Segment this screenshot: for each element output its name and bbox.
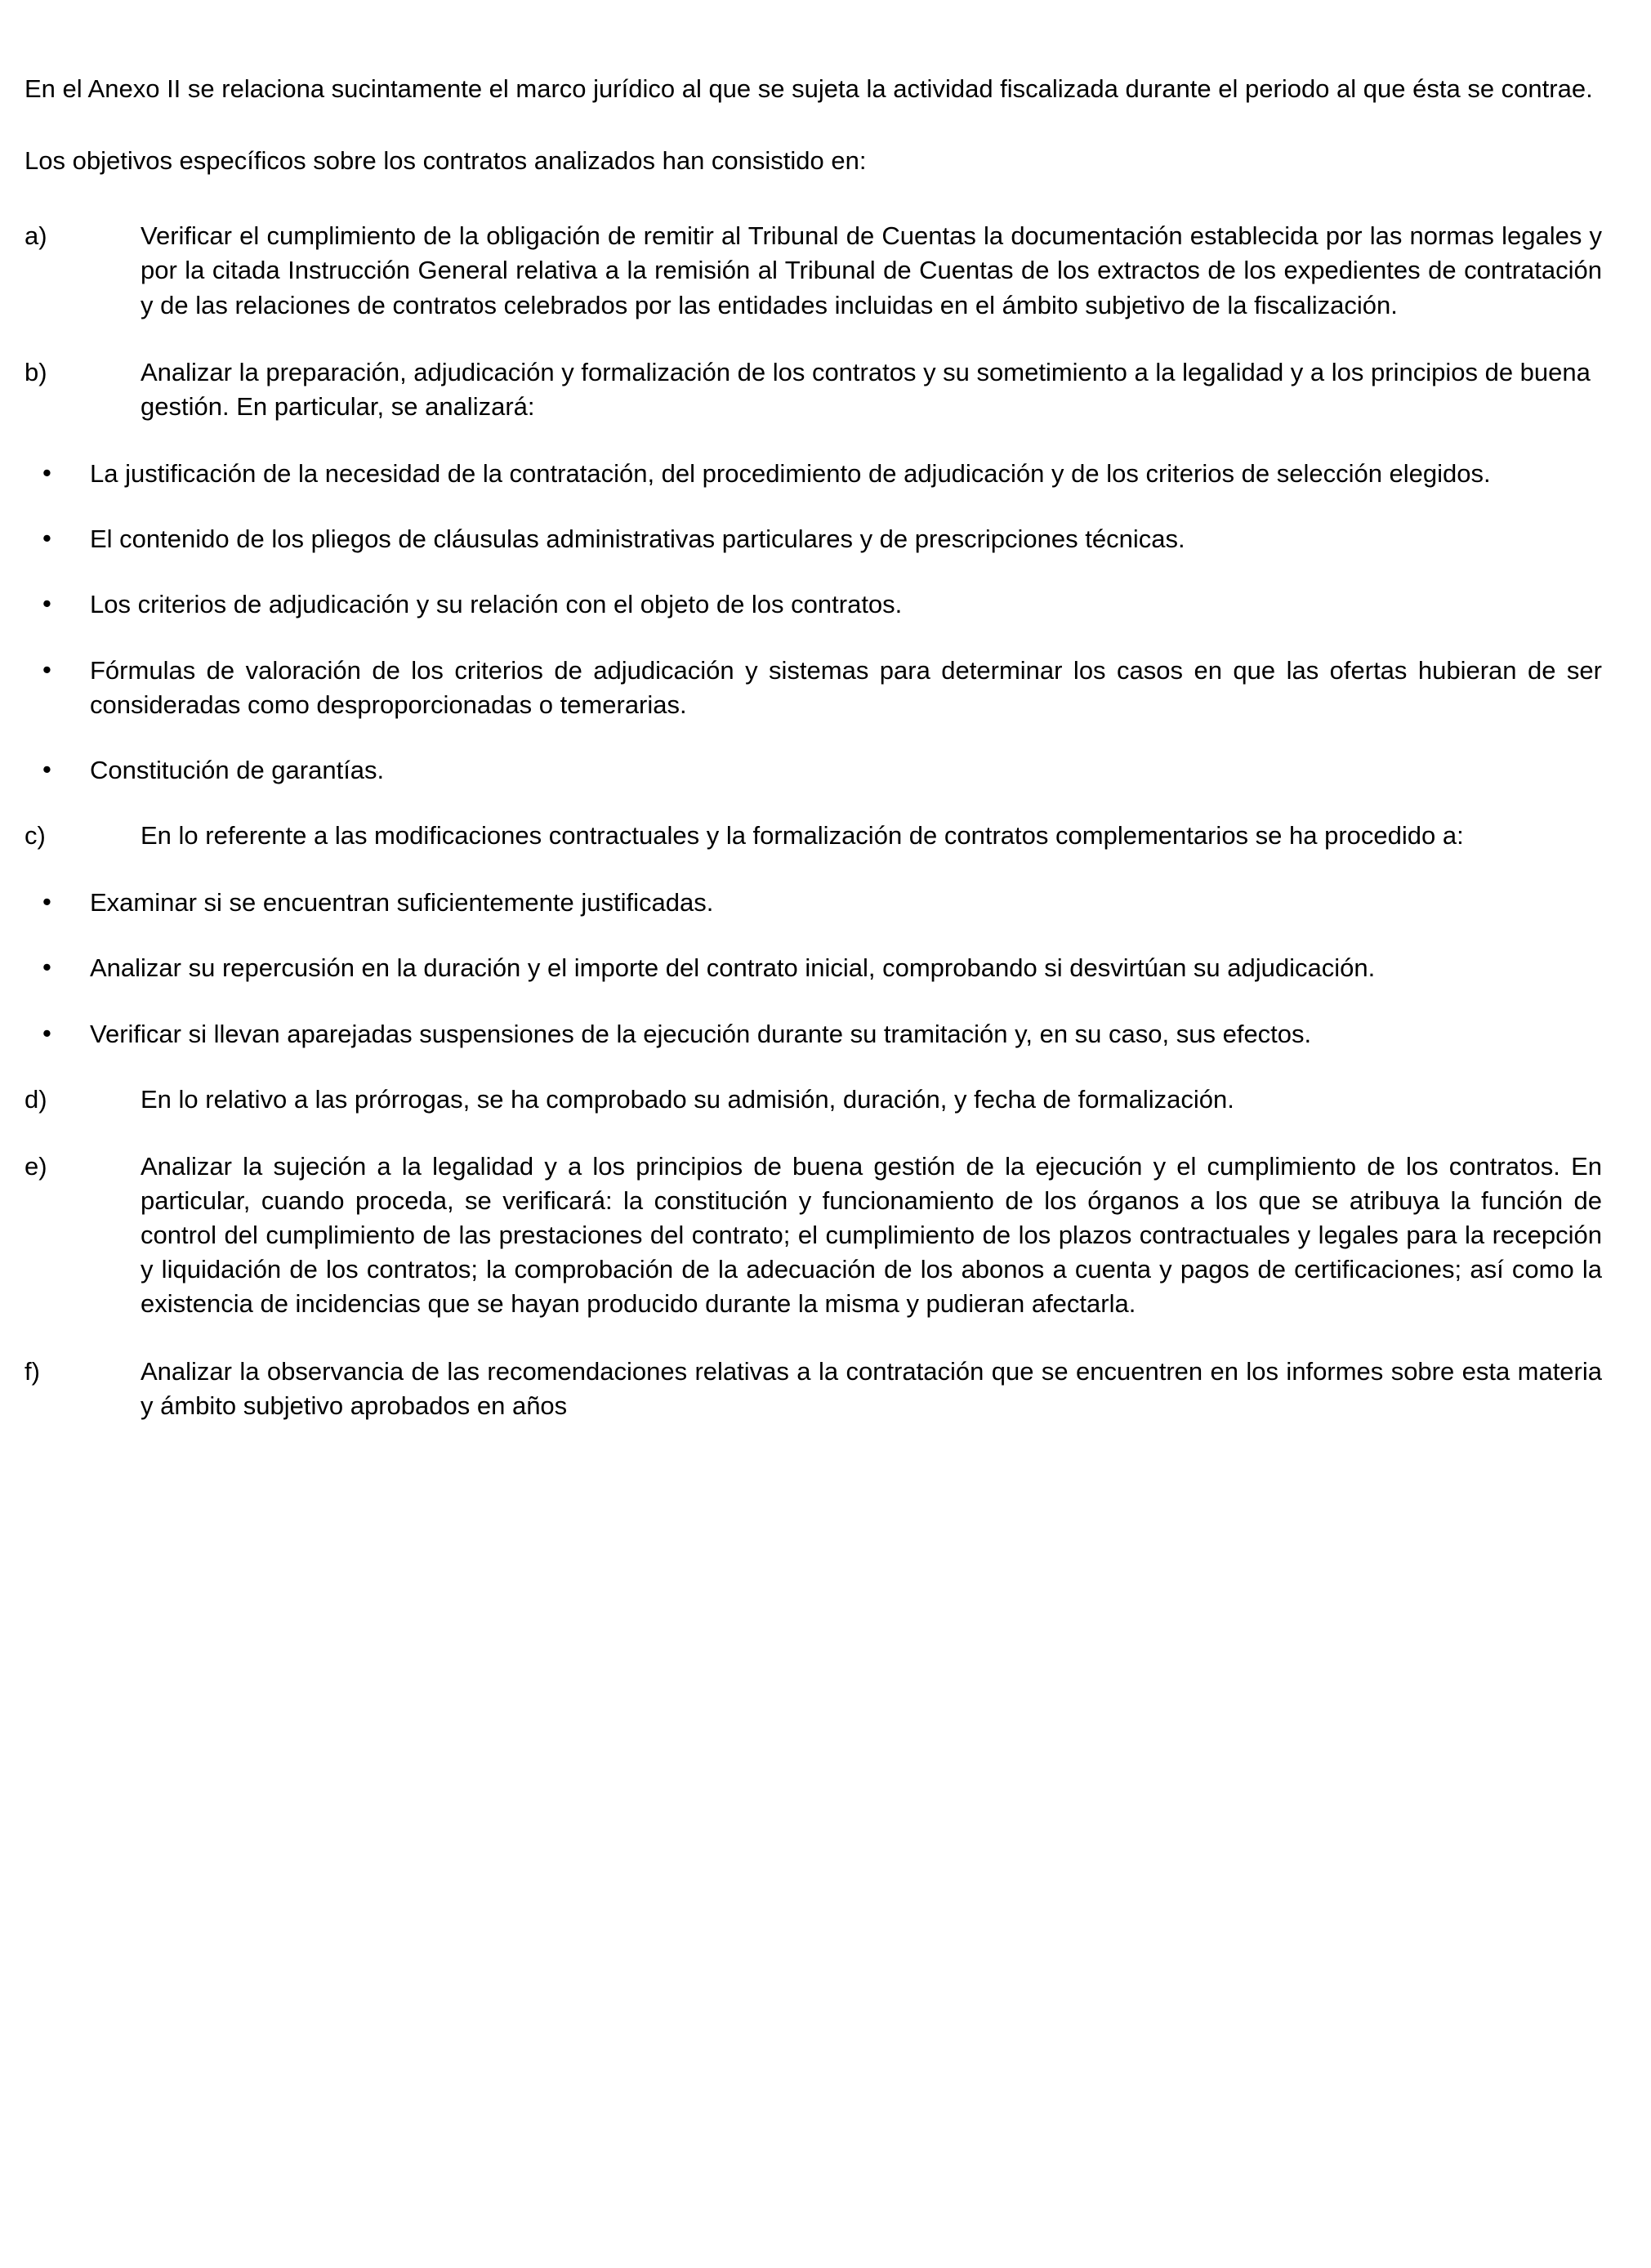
lead-paragraph: Los objetivos específicos sobre los contratos analizados han consistido en: (25, 146, 867, 176)
bullet-text: Analizar su repercusión en la duración y el importe del contrato inicial, comprobando si desvirtúan su adjudicación. (90, 953, 1376, 983)
bullet-text: El contenido de los pliegos de cláusulas administrativas particulares y de prescripciones técnicas. (90, 525, 1185, 554)
bullet-text: Fórmulas de valoración de los criterios de adjudicación y sistemas para determinar los casos en que las ofertas hubieran de ser consideradas como desproporcionadas o temerarias. (90, 655, 1602, 719)
list-item (25, 753, 1602, 788)
list-marker-b: b) (25, 357, 47, 386)
list-item-c (25, 819, 1602, 853)
list-marker-f: f) (25, 1356, 40, 1386)
list-item-f (25, 1355, 1602, 1423)
list-item (25, 951, 1602, 985)
list-marker-a: a) (25, 221, 47, 251)
list-item-d (25, 1083, 1602, 1117)
list-item-a (25, 219, 1602, 322)
list-item (25, 587, 1602, 622)
bullet-dot-icon: • (42, 458, 51, 488)
bullet-dot-icon: • (42, 654, 51, 684)
bullet-dot-icon: • (42, 754, 51, 784)
list-text-b: Analizar la preparación, adjudicación y formalización de los contratos y su sometimiento a la legalidad y a los principios de buena gestión. En particular, se analizará: (141, 357, 1591, 421)
list-item-b (25, 355, 1602, 424)
list-item (25, 654, 1602, 722)
bullet-text: Verificar si llevan aparejadas suspensiones de la ejecución durante su tramitación y, en su caso, sus efectos. (90, 1019, 1312, 1048)
list-item-e (25, 1150, 1602, 1322)
bullet-list-b (25, 457, 1602, 788)
bullet-dot-icon: • (42, 953, 51, 982)
list-item (25, 457, 1602, 491)
bullet-dot-icon: • (42, 589, 51, 618)
list-text-c: En lo referente a las modificaciones contractuales y la formalización de contratos complementarios se ha procedido a: (141, 821, 1464, 850)
list-text-a: Verificar el cumplimiento de la obligación de remitir al Tribunal de Cuentas la documentación establecida por las normas legales y por la citada Instrucción General relativa a la remisión al Tribunal de Cuentas de los extractos de los expedientes de contratación y de las relaciones de contratos celebrados por las entidades incluidas en el ámbito subjetivo de la fiscalización. (141, 221, 1602, 319)
list-text-d: En lo relativo a las prórrogas, se ha comprobado su admisión, duración, y fecha de formalización. (141, 1084, 1234, 1114)
bullet-text: Constitución de garantías. (90, 755, 385, 784)
list-marker-c: c) (25, 821, 46, 850)
bullet-text: Los criterios de adjudicación y su relación con el objeto de los contratos. (90, 590, 903, 619)
bullet-dot-icon: • (42, 887, 51, 917)
list-item (25, 522, 1602, 556)
list-item (25, 1017, 1602, 1051)
bullet-dot-icon: • (42, 524, 51, 553)
intro-paragraph: En el Anexo II se relaciona sucintamente el marco jurídico al que se sujeta la actividad fiscalizada durante el periodo al que ésta se contrae. (25, 74, 1593, 103)
bullet-list-c (25, 886, 1602, 1051)
list-marker-d: d) (25, 1084, 47, 1114)
list-text-e: Analizar la sujeción a la legalidad y a los principios de buena gestión de la ejecución y el cumplimiento de los contratos. En particular, cuando proceda, se verificará: la constitución y funcionamiento de los órganos a los que se atribuya la función de control del cumplimiento de las prestaciones del contrato; el cumplimiento de los plazos contractuales y legales para la recepción y liquidación de los contratos; la comprobación de la adecuación de los abonos a cuenta y pagos de certificaciones; así como la existencia de incidencias que se hayan producido durante la misma y pudieran afectarla. (141, 1151, 1602, 1319)
list-text-f: Analizar la observancia de las recomendaciones relativas a la contratación que se encuentren en los informes sobre esta materia y ámbito subjetivo aprobados en años (141, 1356, 1602, 1420)
bullet-text: La justificación de la necesidad de la contratación, del procedimiento de adjudicación y de los criterios de selección elegidos. (90, 459, 1491, 489)
list-item (25, 886, 1602, 920)
bullet-dot-icon: • (42, 1018, 51, 1047)
list-marker-e: e) (25, 1151, 47, 1181)
bullet-text: Examinar si se encuentran suficientemente justificadas. (90, 888, 714, 917)
